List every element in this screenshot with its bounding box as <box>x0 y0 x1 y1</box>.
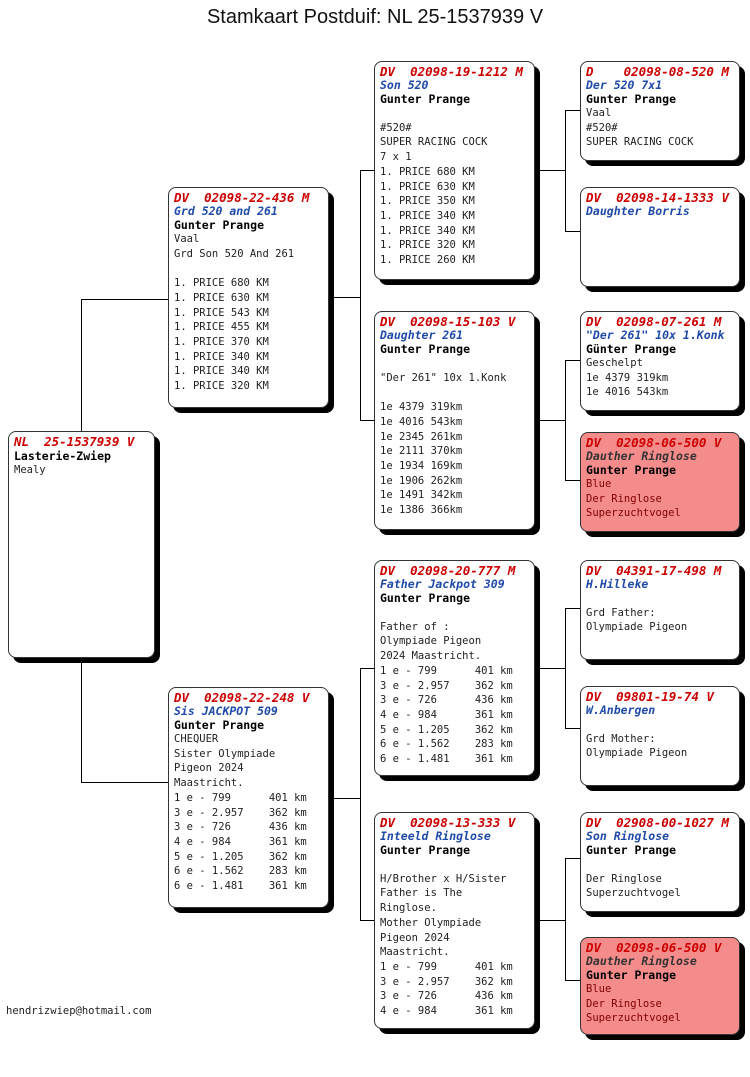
sdd-card[interactable] <box>580 432 740 532</box>
breeder-name: Gunter Prange <box>380 92 471 106</box>
connector-line <box>535 170 565 171</box>
pigeon-name: Sis JACKPOT 509 <box>174 704 278 718</box>
pigeon-details: Vaal #520# SUPER RACING COCK <box>586 107 694 149</box>
dsd-card[interactable] <box>580 686 740 786</box>
pigeon-details: Mealy <box>14 464 46 476</box>
connector-line <box>565 360 581 361</box>
ring-number: DV 02098-06-500 V <box>586 940 722 955</box>
connector-line <box>81 658 82 782</box>
connector-line <box>360 170 374 171</box>
sds-card[interactable] <box>580 311 740 411</box>
ring-number: DV 02098-13-333 V <box>380 815 516 830</box>
connector-line <box>329 297 360 298</box>
dam-card[interactable] <box>168 687 329 908</box>
pigeon-details: #520# SUPER RACING COCK 7 x 1 1. PRICE 680 KM 1. PRICE 630 KM 1. PRICE 350 KM 1. PRICE 340 KM 1. PRICE 340 KM 1. PRICE 320 KM 1. PRICE 260 KM <box>380 121 488 267</box>
ring-number: DV 02098-22-436 M <box>174 190 310 205</box>
connector-line <box>565 480 581 481</box>
breeder-name: Gunter Prange <box>586 463 677 477</box>
connector-line <box>360 668 374 669</box>
connector-line <box>565 608 566 728</box>
pigeon-details: Vaal Grd Son 520 And 261 1. PRICE 680 KM 1. PRICE 630 KM 1. PRICE 543 KM 1. PRICE 455 KM 1. PRICE 370 KM 1. PRICE 340 KM 1. PRICE 340 KM 1. PRICE 320 KM <box>174 233 295 393</box>
pigeon-name: Son Ringlose <box>586 829 670 843</box>
pigeon-details: Geschelpt 1e 4379 319km 1e 4016 543km <box>586 357 669 399</box>
connector-line <box>565 231 581 232</box>
pigeon-details: CHEQUER Sister Olympiade Pigeon 2024 Maastricht. 1 e - 799 401 km 3 e - 2.957 362 km 3 e - 726 436 km 4 e - 984 361 km 5 e - 1.205 362 km 6 e - 1.562 283 km 6 e - 1.481 361 km <box>174 733 307 893</box>
ring-number: NL 25-1537939 V <box>14 434 135 449</box>
pigeon-name: "Der 261" 10x 1.Konk <box>586 328 725 342</box>
connector-line <box>535 420 565 421</box>
pigeon-name: Grd 520 and 261 <box>174 204 278 218</box>
connector-line <box>360 170 361 420</box>
dds-card[interactable] <box>580 812 740 912</box>
breeder-name: Günter Prange <box>586 342 677 356</box>
pigeon-details: Father of : Olympiade Pigeon 2024 Maastricht. 1 e - 799 401 km 3 e - 2.957 362 km 3 e - 726 436 km 4 e - 984 361 km 5 e - 1.205 362 km 6 e - 1.562 283 km 6 e - 1.481 361 km <box>380 620 513 766</box>
dam-dam-card[interactable] <box>374 812 535 1029</box>
sire-dam-card[interactable] <box>374 311 535 530</box>
pigeon-details: Grd Father: Olympiade Pigeon <box>586 606 688 634</box>
subject-card[interactable] <box>8 431 155 658</box>
connector-line <box>360 920 374 921</box>
ring-number: D 02098-08-520 M <box>586 64 729 79</box>
connector-line <box>360 668 361 920</box>
breeder-name: Gunter Prange <box>174 218 265 232</box>
pigeon-name: Daughter Borris <box>586 204 690 218</box>
page-title: Stamkaart Postduif: NL 25-1537939 V <box>206 6 544 28</box>
connector-line <box>565 110 566 231</box>
connector-line <box>565 360 566 480</box>
ring-number: DV 02098-07-261 M <box>586 314 722 329</box>
pigeon-name: Son 520 <box>380 78 429 92</box>
pigeon-details: Grd Mother: Olympiade Pigeon <box>586 732 688 760</box>
connector-line <box>360 420 374 421</box>
sire-sire-card[interactable] <box>374 61 535 280</box>
pigeon-name: Dauther Ringlose <box>586 954 697 968</box>
ring-number: DV 02098-22-248 V <box>174 690 310 705</box>
dam-sire-card[interactable] <box>374 560 535 776</box>
pigeon-details: Blue Der Ringlose Superzuchtvogel <box>586 478 681 520</box>
ring-number: DV 02098-15-103 V <box>380 314 516 329</box>
pigeon-name: Der 520 7x1 <box>586 78 663 92</box>
ddd-card[interactable] <box>580 937 740 1035</box>
connector-line <box>565 858 581 859</box>
breeder-name: Gunter Prange <box>586 843 677 857</box>
connector-line <box>565 858 566 980</box>
ring-number: DV 02908-00-1027 M <box>586 815 729 830</box>
dss-card[interactable] <box>580 560 740 660</box>
pigeon-details: Der Ringlose Superzuchtvogel <box>586 872 681 900</box>
ring-number: DV 09801-19-74 V <box>586 689 714 704</box>
breeder-name: Gunter Prange <box>586 92 677 106</box>
pigeon-name: W.Anbergen <box>586 703 656 717</box>
pigeon-name: Father Jackpot 309 <box>380 577 505 591</box>
connector-line <box>565 110 581 111</box>
pigeon-name: Daughter 261 <box>380 328 464 342</box>
ring-number: DV 02098-06-500 V <box>586 435 722 450</box>
breeder-name: Gunter Prange <box>380 843 471 857</box>
pigeon-name: Inteeld Ringlose <box>380 829 491 843</box>
connector-line <box>81 299 82 431</box>
breeder-name: Gunter Prange <box>174 718 265 732</box>
ring-number: DV 02098-14-1333 V <box>586 190 729 205</box>
pigeon-name: Dauther Ringlose <box>586 449 697 463</box>
pigeon-details: "Der 261" 10x 1.Konk 1e 4379 319km 1e 4016 543km 1e 2345 261km 1e 2111 370km 1e 1934 169km 1e 1906 262km 1e 1491 342km 1e 1386 366km <box>380 371 507 517</box>
contact-email: hendrizwiep@hotmail.com <box>6 1005 152 1017</box>
connector-line <box>81 299 169 300</box>
pigeon-details: H/Brother x H/Sister Father is The Ringlose. Mother Olympiade Pigeon 2024 Maastricht. 1 e - 799 401 km 3 e - 2.957 362 km 3 e - 726 436 km 4 e - 984 361 km <box>380 872 513 1018</box>
sire-card[interactable] <box>168 187 329 408</box>
breeder-name: Lasterie-Zwiep <box>14 449 111 463</box>
ring-number: DV 02098-20-777 M <box>380 563 516 578</box>
ring-number: DV 04391-17-498 M <box>586 563 722 578</box>
connector-line <box>535 920 565 921</box>
breeder-name: Gunter Prange <box>380 591 471 605</box>
ring-number: DV 02098-19-1212 M <box>380 64 523 79</box>
connector-line <box>535 668 565 669</box>
connector-line <box>565 728 581 729</box>
pigeon-details: Blue Der Ringlose Superzuchtvogel <box>586 983 681 1025</box>
ssd-card[interactable] <box>580 187 740 287</box>
connector-line <box>565 980 581 981</box>
pigeon-name: H.Hilleke <box>586 577 649 591</box>
connector-line <box>329 798 360 799</box>
breeder-name: Gunter Prange <box>380 342 471 356</box>
breeder-name: Gunter Prange <box>586 968 677 982</box>
connector-line <box>565 608 581 609</box>
connector-line <box>81 782 169 783</box>
sss-card[interactable] <box>580 61 740 161</box>
